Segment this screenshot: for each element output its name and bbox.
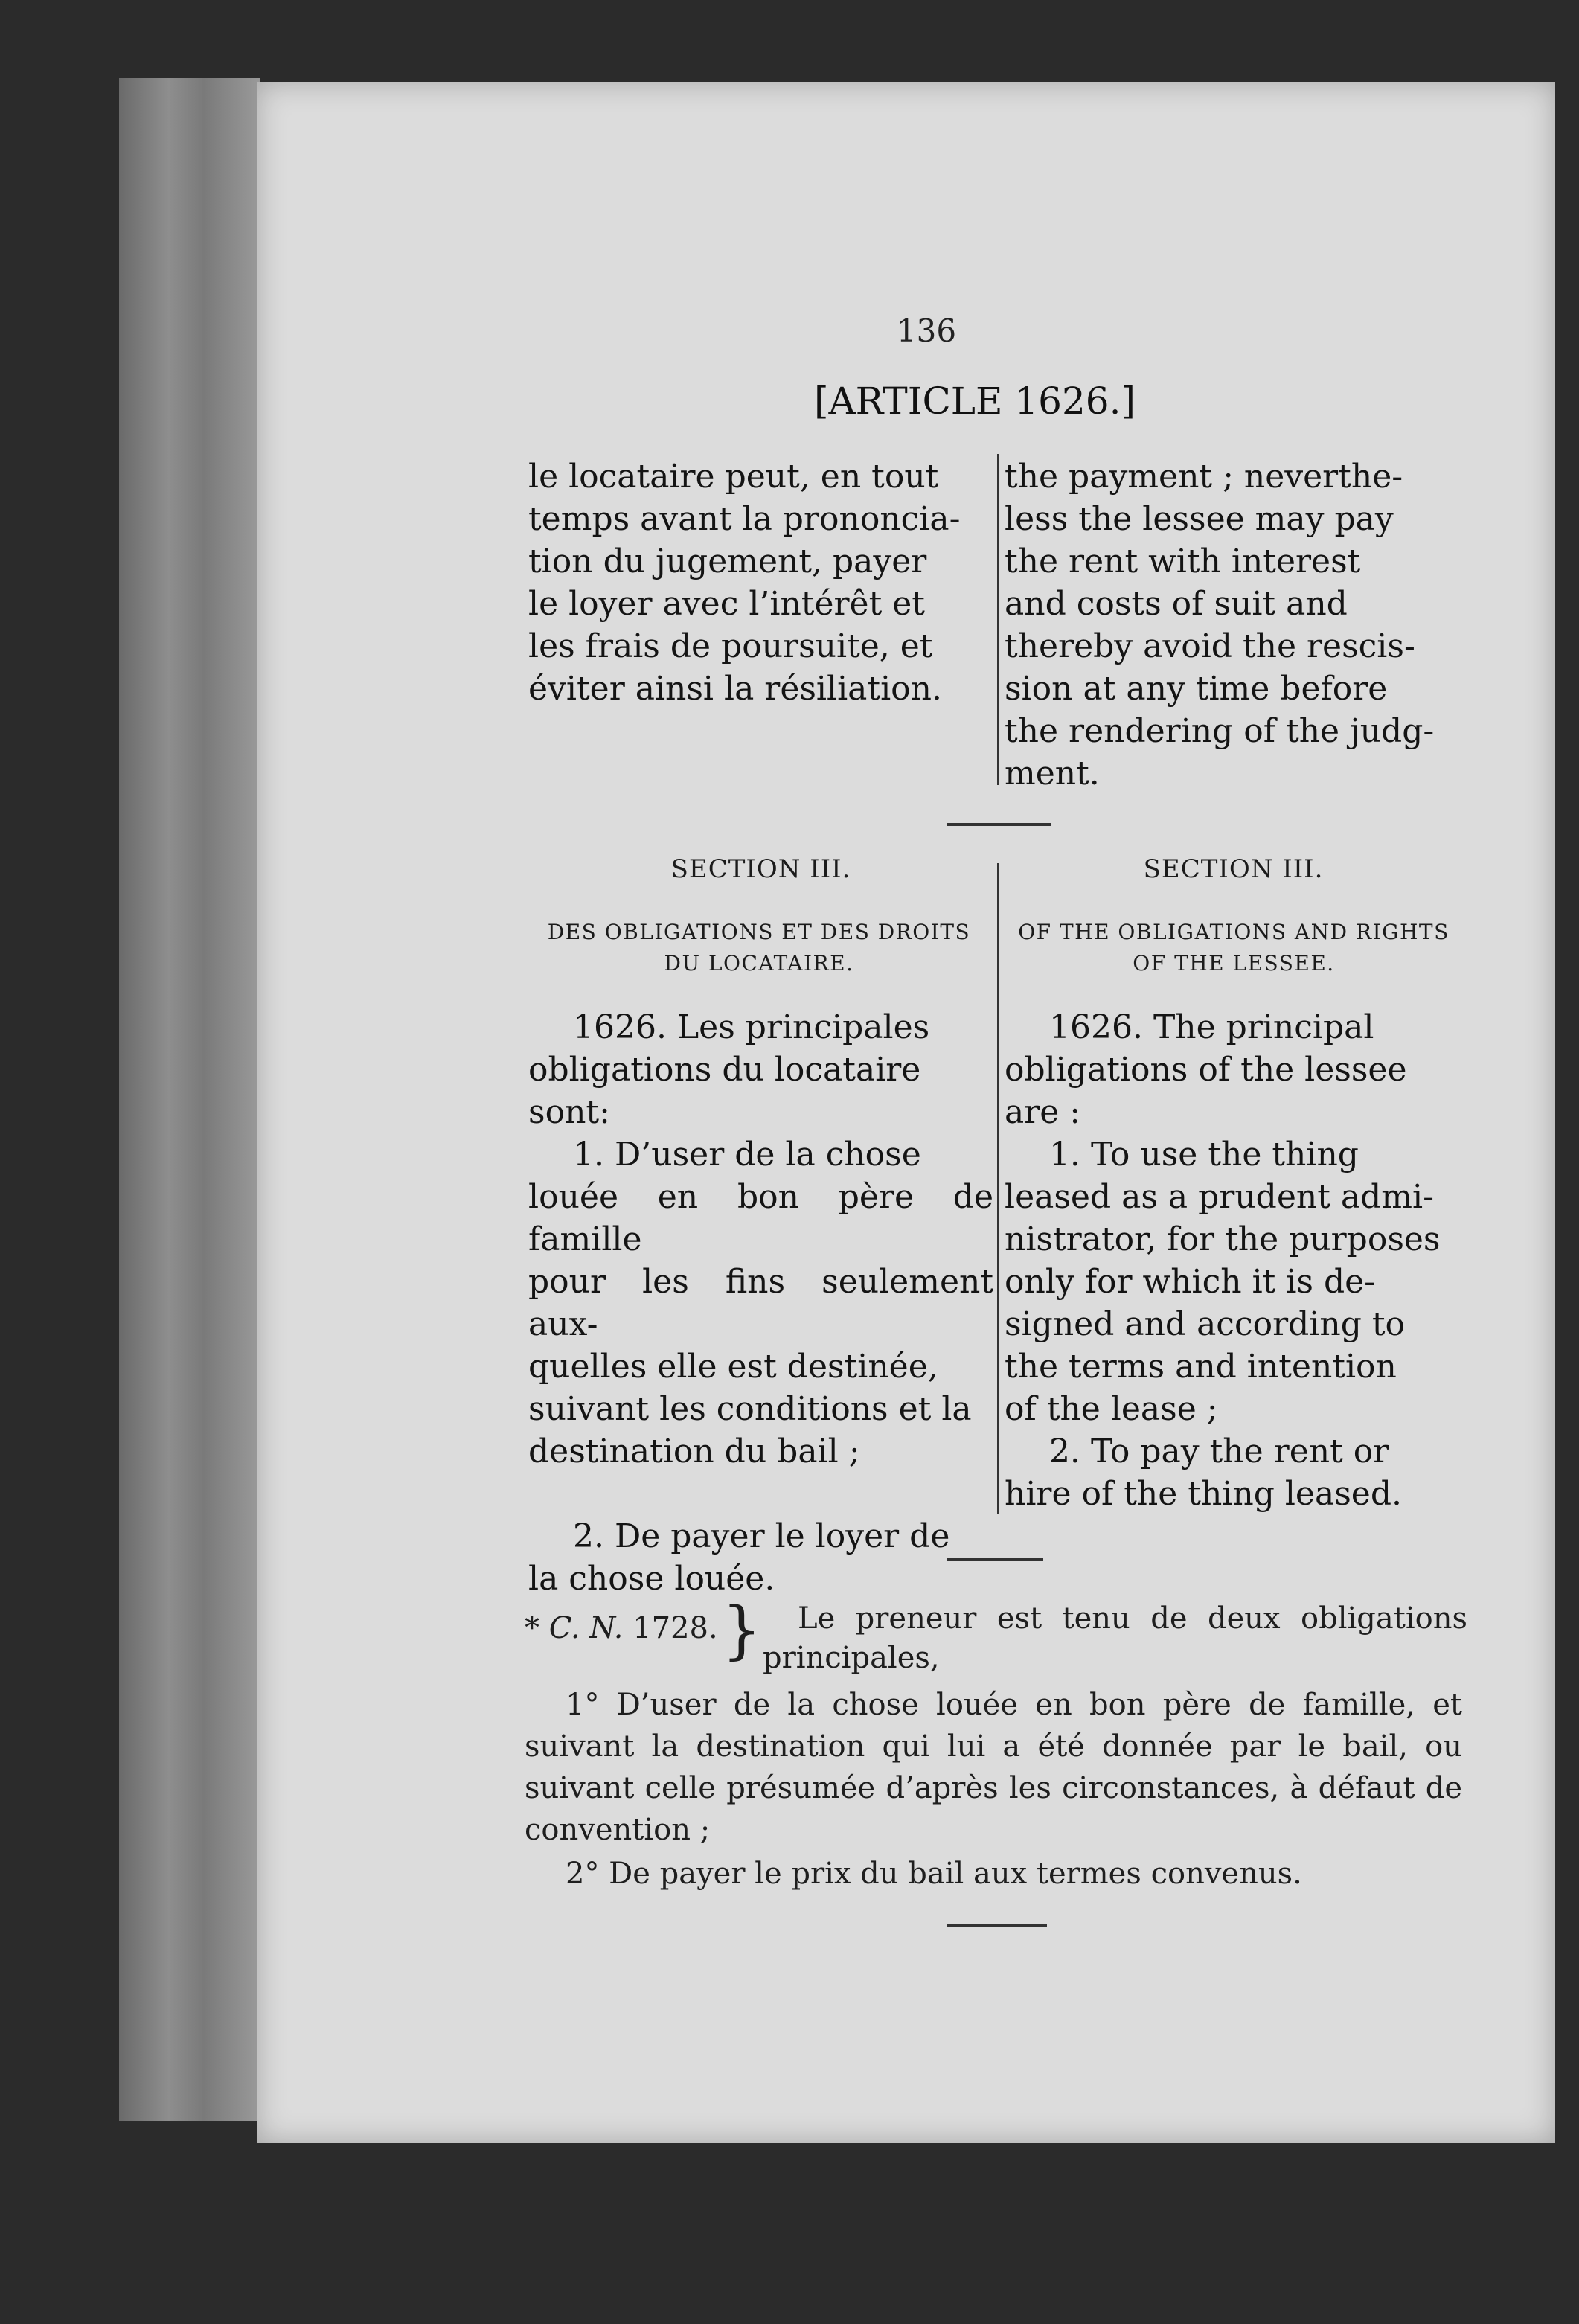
- text-line: the terms and intention: [1005, 1348, 1397, 1386]
- text-line: are :: [1005, 1093, 1081, 1131]
- text-line: quelles elle est destinée,: [528, 1348, 938, 1386]
- text-line: ment.: [1005, 755, 1100, 793]
- separator-rule: [947, 1924, 1047, 1927]
- obligations-heading-fr: [525, 917, 993, 979]
- text-line: sion at any time before: [1005, 670, 1388, 708]
- blank-line: [528, 1473, 993, 1515]
- section-heading-en: SECTION III.: [1143, 854, 1324, 884]
- text-line: louée en bon père de famille: [528, 1178, 993, 1258]
- text-line: 2. De payer le loyer de: [573, 1517, 950, 1555]
- text-line: destination du bail ;: [528, 1433, 860, 1470]
- text-line: and costs of suit and: [1005, 585, 1348, 623]
- heading-line: OF THE LESSEE.: [1133, 951, 1335, 976]
- text-line: only for which it is de-: [1005, 1263, 1376, 1301]
- text-line: les frais de poursuite, et: [528, 627, 933, 665]
- text-line: tion du jugement, payer: [528, 542, 927, 580]
- text-line: leased as a prudent admi-: [1005, 1178, 1434, 1216]
- text-line: 1626. Les principales: [573, 1008, 930, 1046]
- text-line: of the lease ;: [1005, 1390, 1218, 1428]
- code-reference: [525, 1611, 718, 1645]
- text-line: 1. D’user de la chose: [573, 1136, 921, 1174]
- text-line: le loyer avec l’intérêt et: [528, 585, 925, 623]
- heading-line: DES OBLIGATIONS ET DES DROITS: [547, 920, 971, 944]
- obligations-heading-en: [1003, 917, 1464, 979]
- text-line: éviter ainsi la résiliation.: [528, 670, 942, 708]
- text-line: nistrator, for the purposes: [1005, 1220, 1441, 1258]
- article-english: [1005, 1006, 1462, 1515]
- reference-code: C. N.: [548, 1611, 624, 1645]
- text-line: less the lessee may pay: [1005, 500, 1394, 538]
- text-line: 1. To use the thing: [1049, 1136, 1359, 1174]
- text-line: 2. To pay the rent or: [1049, 1433, 1389, 1470]
- text-line: thereby avoid the rescis-: [1005, 627, 1415, 665]
- section-heading-fr: SECTION III.: [670, 854, 851, 884]
- text-line: sont:: [528, 1093, 610, 1131]
- article-french: [528, 1006, 993, 1600]
- text-line: 1626. The principal: [1049, 1008, 1374, 1046]
- top-right-column: [1005, 455, 1462, 795]
- text-line: the payment ; neverthe-: [1005, 458, 1403, 496]
- text-line: la chose louée.: [528, 1560, 775, 1598]
- note-line: Le preneur est tenu de deux obligations: [798, 1601, 1467, 1636]
- text-line: the rendering of the judg-: [1005, 712, 1435, 750]
- column-divider: [997, 863, 999, 1514]
- separator-rule: [947, 823, 1051, 826]
- top-left-column: [528, 455, 993, 710]
- article-heading: [ARTICLE 1626.]: [814, 380, 1136, 423]
- text-line: obligations du locataire: [528, 1051, 921, 1089]
- text-line: the rent with interest: [1005, 542, 1361, 580]
- heading-line: OF THE OBLIGATIONS AND RIGHTS: [1018, 920, 1450, 944]
- page-number: 136: [896, 313, 957, 349]
- reference-mark: *: [525, 1611, 549, 1645]
- text-line: suivant les conditions et la: [528, 1390, 972, 1428]
- brace-glyph: }: [722, 1593, 762, 1666]
- text-line: le locataire peut, en tout: [528, 458, 939, 496]
- text-line: temps avant la prononcia-: [528, 500, 961, 538]
- reference-number: 1728.: [623, 1611, 718, 1645]
- note-paragraph: 2° De payer le prix du bail aux termes convenus.: [566, 1857, 1302, 1891]
- note-paragraph: 1° D’user de la chose louée en bon père de famille, et suivant la destination qui lui a été donnée par le bail, ou suivant celle présumée d’après les circonstances, à défaut de convention ;: [525, 1688, 1462, 1847]
- page-edge: [119, 78, 260, 2121]
- text-line: signed and according to: [1005, 1305, 1406, 1343]
- column-divider: [997, 454, 999, 785]
- note-line: principales,: [763, 1641, 940, 1675]
- text-line: hire of the thing leased.: [1005, 1475, 1402, 1513]
- text-line: pour les fins seulement aux-: [528, 1263, 993, 1343]
- heading-line: DU LOCATAIRE.: [664, 951, 854, 976]
- text-line: obligations of the lessee: [1005, 1051, 1407, 1089]
- separator-rule: [947, 1558, 1043, 1561]
